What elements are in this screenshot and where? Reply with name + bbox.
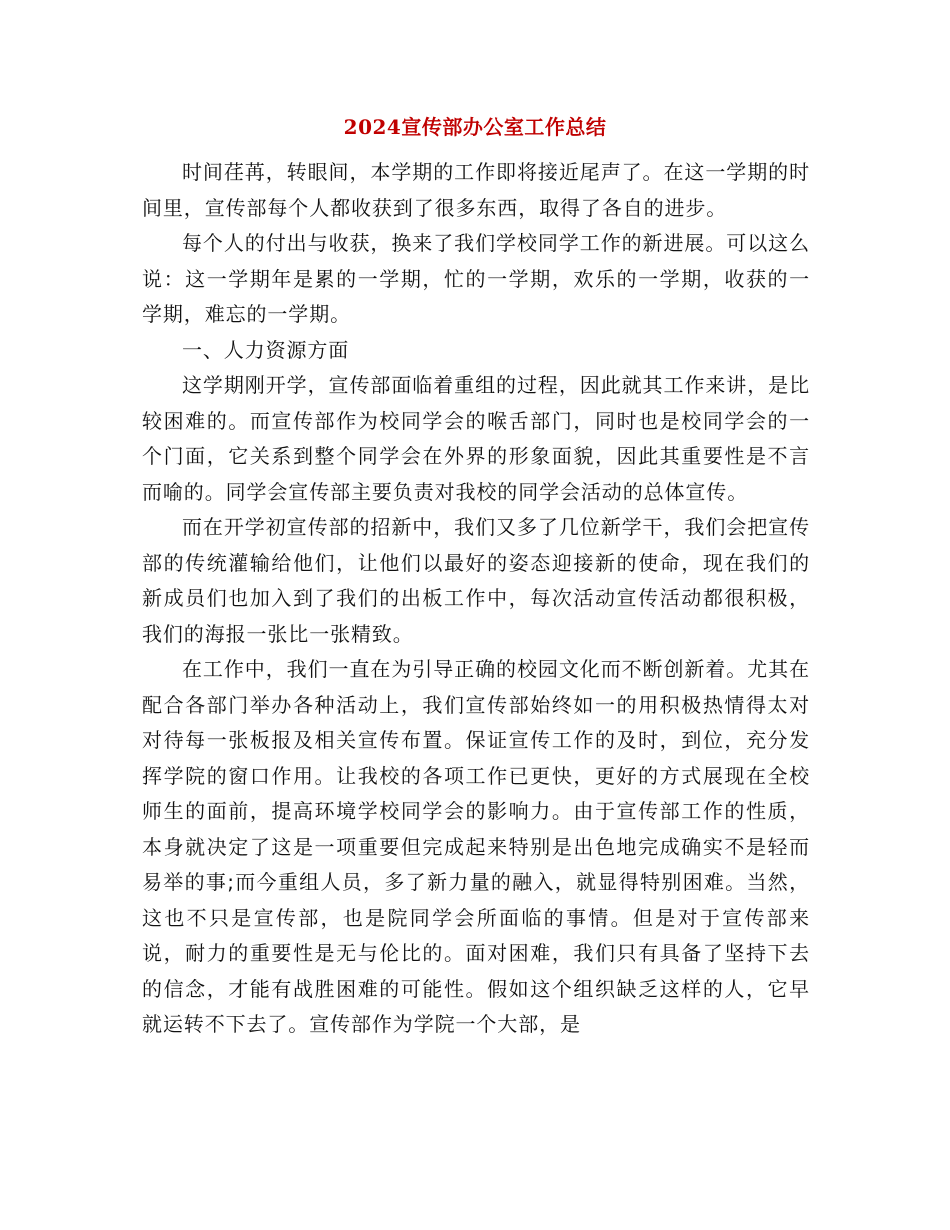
document-body <box>142 155 810 1043</box>
paragraph-intro: 时间荏苒，转眼间，本学期的工作即将接近尾声了。在这一学期的时间里，宣传部每个人都收获到了很多东西，取得了各自的进步。 <box>142 160 810 220</box>
document-title: 2024宣传部办公室工作总结 <box>343 115 607 139</box>
paragraph-summary: 每个人的付出与收获，换来了我们学校同学工作的新进展。可以这么说：这一学期年是累的一学期，忙的一学期，欢乐的一学期，收获的一学期，难忘的一学期。 <box>142 231 810 326</box>
section-heading-human-resources: 一、人力资源方面 <box>182 337 350 362</box>
paragraph-reorganization: 这学期刚开学，宣传部面临着重组的过程，因此就其工作来讲，是比较困难的。而宣传部作为校同学会的喉舌部门，同时也是校同学会的一个门面，它关系到整个同学会在外界的形象面貌，因此其重要性是不言而喻的。同学会宣传部主要负责对我校的同学会活动的总体宣传。 <box>142 373 810 504</box>
paragraph-work-practice: 在工作中，我们一直在为引导正确的校园文化而不断创新着。尤其在配合各部门举办各种活动上，我们宣传部始终如一的用积极热情得太对对待每一张板报及相关宣传布置。保证宣传工作的及时，到位，充分发挥学院的窗口作用。让我校的各项工作已更快，更好的方式展现在全校师生的面前，提高环境学校同学会的影响力。由于宣传部工作的性质，本身就决定了这是一项重要但完成起来特别是出色地完成确实不是轻而易举的事;而今重组人员，多了新力量的融入，就显得特别困难。当然，这也不只是宣传部，也是院同学会所面临的事情。但是对于宣传部来说，耐力的重要性是无与伦比的。面对困难，我们只有具备了坚持下去的信念，才能有战胜困难的可能性。假如这个组织缺乏这样的人，它早就运转不下去了。宣传部作为学院一个大部，是 <box>142 657 810 1036</box>
paragraph-recruitment: 而在开学初宣传部的招新中，我们又多了几位新学干，我们会把宣传部的传统灌输给他们，让他们以最好的姿态迎接新的使命，现在我们的新成员们也加入到了我们的出板工作中，每次活动宣传活动都很积极，我们的海报一张比一张精致。 <box>142 515 810 646</box>
